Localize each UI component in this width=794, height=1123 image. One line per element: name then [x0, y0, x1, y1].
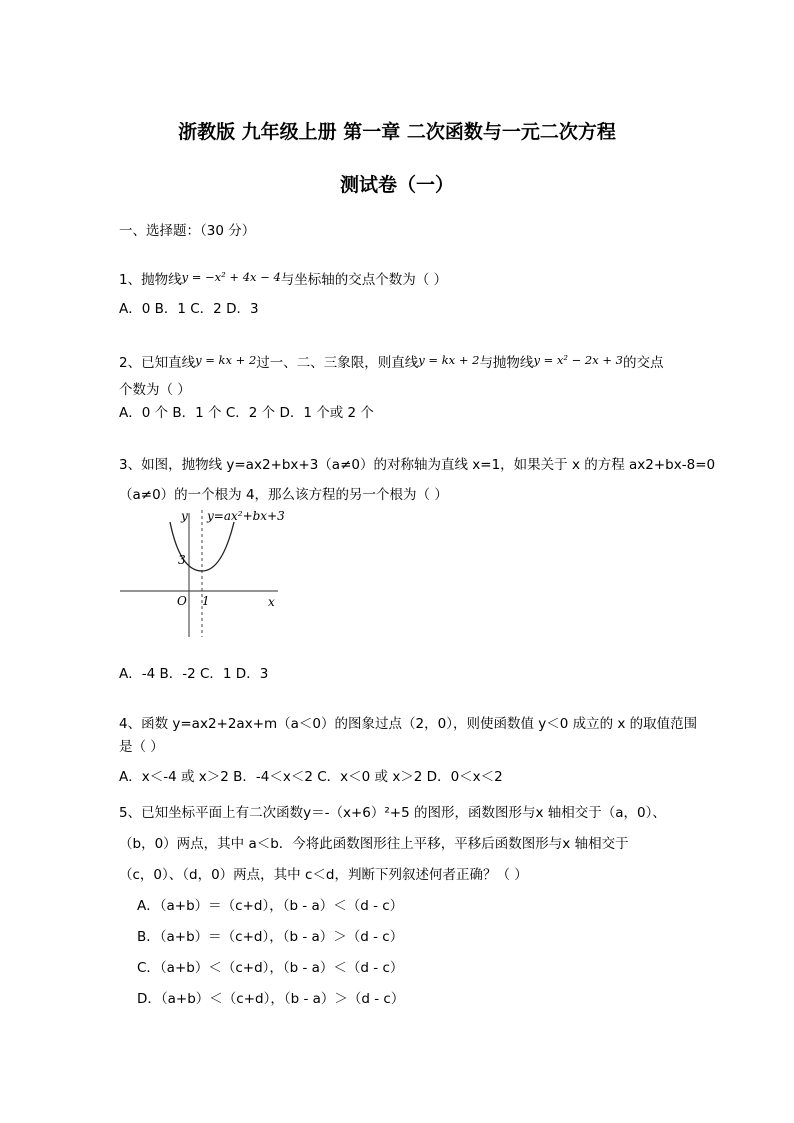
q4-text-line-2: 是（ ）: [119, 739, 164, 755]
title-line-1: 浙教版 九年级上册 第一章 二次函数与一元二次方程: [178, 121, 616, 143]
q1-formula: y = −x² + 4x − 4: [181, 270, 281, 284]
q1-text-pre: 1、抛物线: [119, 272, 182, 288]
q5-option-b: B．（a+b）＝（c+d），（b - a）＞（d - c）: [137, 929, 404, 945]
curve-label: y=ax²+bx+3: [207, 509, 285, 523]
q3-text-line-2: （a≠0）的一个根为 4，那么该方程的另一个根为（ ）: [119, 487, 448, 503]
q5-option-a: A．（a+b）＝（c+d），（b - a）＜（d - c）: [137, 898, 404, 914]
tick-label-1: 1: [202, 594, 210, 608]
q1-options: A．0 B．1 C．2 D．3: [119, 301, 259, 317]
q2-text-post: 的交点: [623, 355, 664, 371]
parabola-graph: [118, 505, 288, 640]
q2-text-line-2: 个数为（ ）: [119, 382, 191, 398]
question-2: [119, 351, 664, 371]
q2-text-mid-1: 过一、二、三象限，则直线: [256, 355, 419, 371]
q5-option-c: C．（a+b）＜（c+d），（b - a）＜（d - c）: [137, 960, 404, 976]
q5-option-d: D．（a+b）＜（c+d），（b - a）＞（d - c）: [137, 991, 405, 1007]
section-heading: 一、选择题：（30 分）: [119, 223, 256, 239]
q4-options: A．x＜-4 或 x＞2 B．-4＜x＜2 C．x＜0 或 x＞2 D．0＜x＜2: [119, 769, 503, 785]
intercept-label-3: 3: [178, 553, 186, 567]
q2-formula-2: y = kx + 2: [418, 353, 480, 367]
q2-formula-1: y = kx + 2: [195, 353, 257, 367]
q5-text-line-1: 5、已知坐标平面上有二次函数y＝-（x+6）²+5 的图形，函数图形与x 轴相交于（a，0）、: [119, 805, 666, 821]
q3-options: A．-4 B．-2 C．1 D．3: [119, 666, 269, 682]
x-axis-label: x: [268, 595, 275, 609]
q4-text-line-1: 4、函数 y=ax2+2ax+m（a＜0）的图象过点（2，0），则使函数值 y＜0 成立的 x 的取值范围: [119, 716, 698, 732]
q1-text-post: 与坐标轴的交点个数为（ ）: [280, 272, 448, 288]
q2-formula-3: y = x² − 2x + 3: [533, 353, 623, 367]
title-line-2: 测试卷（一）: [339, 174, 454, 196]
q2-text-pre: 2、已知直线: [119, 355, 196, 371]
q3-text-line-1: 3、如图，抛物线 y=ax2+bx+3（a≠0）的对称轴为直线 x=1，如果关于 x 的方程 ax2+bx-8=0: [119, 457, 716, 473]
q5-text-line-2: （b，0）两点，其中 a＜b．今将此函数图形往上平移，平移后函数图形与x 轴相交于: [119, 836, 629, 852]
origin-label: O: [177, 594, 187, 608]
q5-text-line-3: （c，0）、（d，0）两点，其中 c＜d，判断下列叙述何者正确？（ ）: [119, 867, 528, 883]
y-axis-label: y: [181, 509, 188, 523]
q2-options: A．0 个 B．1 个 C．2 个 D．1 个或 2 个: [119, 405, 374, 421]
question-1: [119, 268, 447, 288]
q2-text-mid-2: 与抛物线: [479, 355, 534, 371]
